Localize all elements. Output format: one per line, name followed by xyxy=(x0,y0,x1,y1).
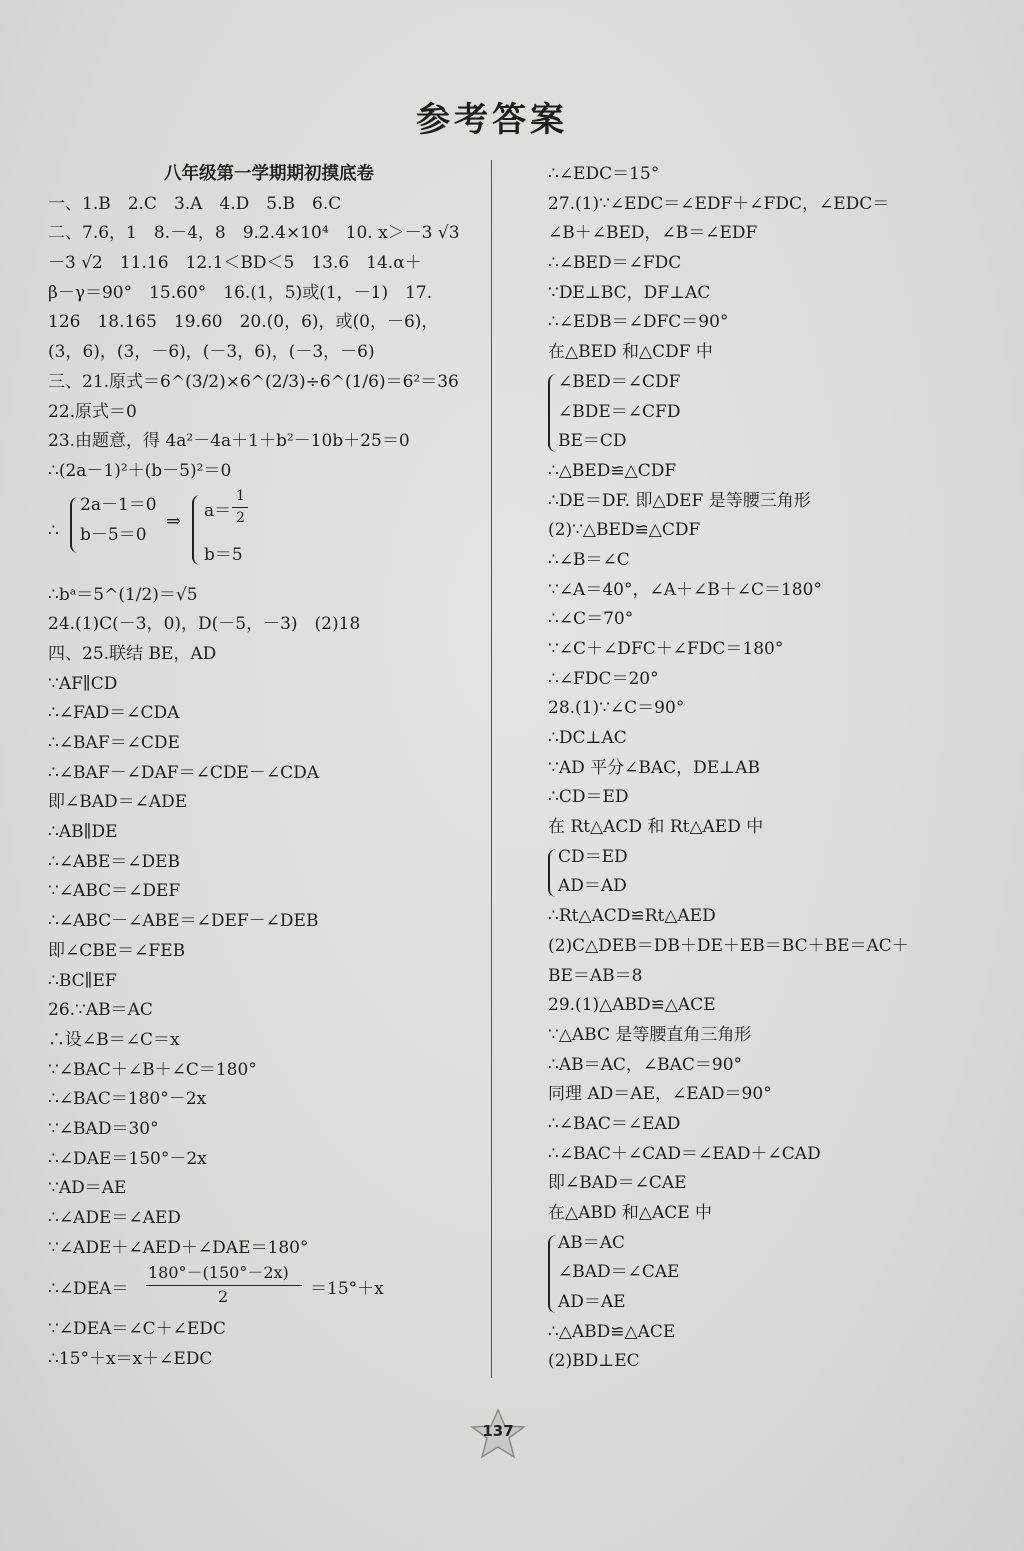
answer-line: ∴∠BAC＝180°－2x xyxy=(48,1089,207,1110)
answer-line: ∴AB∥DE xyxy=(48,822,118,843)
answer-line: (2)BD⊥EC xyxy=(548,1351,640,1372)
answer-line: ∴∠ABE＝∠DEB xyxy=(48,851,181,872)
answer-line: ∵AF∥CD xyxy=(48,673,118,694)
congruence-conditions-28 xyxy=(548,843,968,902)
answer-line: ∴CD＝ED xyxy=(548,787,629,808)
column-divider xyxy=(491,160,492,1378)
answer-line: ∴∠ABC－∠ABE＝∠DEF－∠DEB xyxy=(48,911,319,932)
section-subtitle: 八年级第一学期期初摸底卷 xyxy=(164,164,374,184)
answer-line: ∵∠C＋∠DFC＋∠FDC＝180° xyxy=(548,638,784,659)
page-number: 137 xyxy=(482,1422,514,1440)
answer-line: 23.由题意，得 4a²－4a＋1＋b²－10b＋25＝0 xyxy=(48,431,410,452)
answer-line: ∴Rt△ACD≌Rt△AED xyxy=(548,906,716,927)
page-number-badge xyxy=(468,1408,528,1460)
answer-line: ∴∠BAC＋∠CAD＝∠EAD＋∠CAD xyxy=(548,1143,821,1164)
answer-line: ∴BC∥EF xyxy=(48,970,117,991)
condition-line: ∠BAD＝∠CAE xyxy=(558,1262,680,1283)
condition-line: ∠BDE＝∠CFD xyxy=(558,401,681,422)
answer-line: 28.(1)∵∠C＝90° xyxy=(548,698,685,719)
answer-line: 一、1.B 2.C 3.A 4.D 5.B 6.C xyxy=(48,193,342,214)
answer-line: ∴△BED≌△CDF xyxy=(548,460,677,481)
answer-line: ∴15°＋x＝x＋∠EDC xyxy=(48,1349,213,1370)
answer-line: 22.原式＝0 xyxy=(48,401,137,422)
answer-line: ∴DE＝DF. 即△DEF 是等腰三角形 xyxy=(548,490,811,511)
answer-line: ∴AB＝AC，∠BAC＝90° xyxy=(548,1054,743,1075)
answer-line: ∴∠FAD＝∠CDA xyxy=(48,703,180,724)
answer-line: ∵∠A＝40°，∠A＋∠B＋∠C＝180° xyxy=(548,579,822,600)
answer-line: 三、21.原式＝6^(3/2)×6^(2/3)÷6^(1/6)＝6²＝36 xyxy=(48,371,459,392)
answer-line: 24.(1)C(－3，0)，D(－5，－3) (2)18 xyxy=(48,614,361,635)
answer-line: ∴∠ADE＝∠AED xyxy=(48,1208,181,1228)
answer-line: 26.∵AB＝AC xyxy=(48,1000,153,1021)
left-brace xyxy=(548,849,558,897)
answer-line: ∴∠FDC＝20° xyxy=(548,668,659,689)
equation-system-23 xyxy=(48,487,478,581)
answer-line: ∴∠DAE＝150°－2x xyxy=(48,1148,207,1169)
condition-line: CD＝ED xyxy=(558,846,628,867)
answer-line: ∵DE⊥BC，DF⊥AC xyxy=(548,282,711,303)
answer-line: ∴∠EDC＝15° xyxy=(548,164,660,184)
answer-line: (2)∵△BED≌△CDF xyxy=(548,520,701,541)
answer-line: ∴∠C＝70° xyxy=(548,609,634,630)
congruence-conditions-29 xyxy=(548,1229,968,1318)
congruence-conditions-27 xyxy=(548,368,968,457)
answer-line: BE＝AB＝8 xyxy=(548,965,643,986)
answer-line: 29.(1)△ABD≌△ACE xyxy=(548,995,716,1016)
answer-line: 二、7.6，1 8.－4，8 9.2.4×10⁴ 10. x＞－3 √3 xyxy=(48,223,460,244)
answer-line: ∴bᵃ＝5^(1/2)＝√5 xyxy=(48,584,198,605)
fraction-denominator: 2 xyxy=(236,509,245,526)
answer-line: ∵∠ADE＋∠AED＋∠DAE＝180° xyxy=(48,1237,309,1258)
page-title: 参考答案 xyxy=(416,100,568,140)
answer-line: －3 √2 11.16 12.1＜BD＜5 13.6 14.α＋ xyxy=(48,253,422,274)
left-brace xyxy=(548,374,558,452)
answer-line: ∴DC⊥AC xyxy=(548,728,627,748)
system-equation: 2a－1＝0 xyxy=(80,494,157,515)
answer-line: ∵AD 平分∠BAC，DE⊥AB xyxy=(548,757,760,778)
answer-line: ∵∠BAC＋∠B＋∠C＝180° xyxy=(48,1059,257,1080)
answer-line: 在 Rt△ACD 和 Rt△AED 中 xyxy=(548,817,764,838)
fraction-equation xyxy=(48,1263,478,1315)
fraction-bar xyxy=(232,507,248,508)
answer-line: ∵△ABC 是等腰直角三角形 xyxy=(548,1024,752,1045)
answer-line: ∴△ABD≌△ACE xyxy=(548,1321,676,1342)
answer-line: ∴∠BAF＝∠CDE xyxy=(48,733,180,753)
answer-line: β－γ＝90° 15.60° 16.(1，5)或(1，－1) 17. xyxy=(48,282,433,303)
left-brace xyxy=(548,1235,558,1313)
answer-line: ∴(2a－1)²＋(b－5)²＝0 xyxy=(48,460,232,481)
fraction-prefix: ∴∠DEA＝ xyxy=(48,1279,129,1300)
answer-line: 在△BED 和△CDF 中 xyxy=(548,342,713,363)
condition-line: AD＝AD xyxy=(558,876,627,897)
solution-b: b＝5 xyxy=(204,544,243,565)
condition-line: BE＝CD xyxy=(558,431,627,452)
answer-line: 126 18.165 19.60 20.(0，6)，或(0，－6)， xyxy=(48,312,439,333)
solution-a: a＝ xyxy=(204,500,232,521)
fraction-numerator: 1 xyxy=(236,487,245,504)
answer-line: 四、25.联结 BE，AD xyxy=(48,643,217,664)
answer-line: (2)C△DEB＝DB＋DE＋EB＝BC＋BE＝AC＋ xyxy=(548,935,909,956)
answer-line: ∴∠EDB＝∠DFC＝90° xyxy=(548,312,729,333)
system-equation: b－5＝0 xyxy=(80,524,147,545)
answer-line: 在△ABD 和△ACE 中 xyxy=(548,1203,713,1224)
right-brace xyxy=(192,495,202,565)
answer-line: ∵∠ABC＝∠DEF xyxy=(48,881,181,902)
answer-line: ∴∠BED＝∠FDC xyxy=(548,253,682,274)
answer-line: 即∠BAD＝∠CAE xyxy=(548,1173,687,1194)
answer-line: ∵∠DEA＝∠C＋∠EDC xyxy=(48,1319,226,1340)
answer-line: ∴∠B＝∠C xyxy=(548,549,630,570)
answer-line: ∵AD＝AE xyxy=(48,1178,127,1199)
answer-line: 即∠BAD＝∠ADE xyxy=(48,792,188,813)
answer-line: ∴设∠B＝∠C＝x xyxy=(48,1029,180,1050)
answer-line: ∴∠BAF－∠DAF＝∠CDE－∠CDA xyxy=(48,762,320,783)
fraction-numerator: 180°－(150°－2x) xyxy=(148,1263,289,1283)
left-brace xyxy=(70,497,80,553)
answer-line: ∵∠BAD＝30° xyxy=(48,1118,159,1139)
left-column xyxy=(48,160,478,1375)
answer-line: ∠B＋∠BED，∠B＝∠EDF xyxy=(548,223,758,244)
answer-line: 27.(1)∵∠EDC＝∠EDF＋∠FDC，∠EDC＝ xyxy=(548,193,890,214)
answer-line: (3，6)，(3，－6)，(－3，6)，(－3，－6) xyxy=(48,342,375,363)
answer-line: 同理 AD＝AE，∠EAD＝90° xyxy=(548,1084,772,1105)
right-column xyxy=(548,160,968,1377)
implies-arrow: ⇒ xyxy=(166,510,182,532)
answer-line: 即∠CBE＝∠FEB xyxy=(48,940,186,961)
condition-line: ∠BED＝∠CDF xyxy=(558,371,681,392)
fraction-suffix: ＝15°＋x xyxy=(310,1279,384,1300)
condition-line: AD＝AE xyxy=(558,1292,626,1313)
answer-line: ∴∠BAC＝∠EAD xyxy=(548,1113,681,1134)
fraction-denominator: 2 xyxy=(218,1287,229,1307)
system-prefix: ∴ xyxy=(48,520,59,541)
fraction-bar xyxy=(146,1285,302,1286)
condition-line: AB＝AC xyxy=(558,1232,626,1253)
